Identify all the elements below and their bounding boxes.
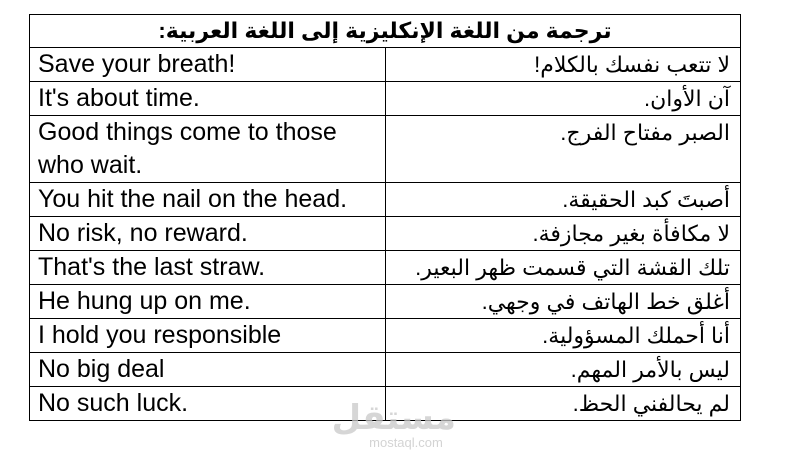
english-phrase: No big deal (30, 353, 386, 387)
watermark-arabic: مستقل (331, 399, 456, 437)
table-row (30, 183, 741, 217)
english-phrase: I hold you responsible (30, 319, 386, 353)
table-title: ترجمة من اللغة الإنكليزية إلى اللغة العربية: (30, 15, 741, 48)
english-phrase: No such luck. (30, 387, 386, 421)
english-phrase: He hung up on me. (30, 285, 386, 319)
english-phrase: That's the last straw. (30, 251, 386, 285)
arabic-translation: أنا أحملك المسؤولية. (385, 319, 741, 353)
english-phrase: Good things come to those who wait. (30, 116, 386, 183)
table-row (30, 82, 741, 116)
arabic-translation: لا مكافأة بغير مجازفة. (385, 217, 741, 251)
english-phrase: It's about time. (30, 82, 386, 116)
arabic-translation: تلك القشة التي قسمت ظهر البعير. (385, 251, 741, 285)
table-row (30, 285, 741, 319)
translation-table (29, 14, 741, 421)
table-row (30, 387, 741, 421)
arabic-translation: آن الأوان. (385, 82, 741, 116)
arabic-translation: لم يحالفني الحظ. (385, 387, 741, 421)
table-row (30, 353, 741, 387)
table-row (30, 116, 741, 183)
arabic-translation: ليس بالأمر المهم. (385, 353, 741, 387)
english-phrase: Save your breath! (30, 48, 386, 82)
table-row (30, 48, 741, 82)
table-row (30, 217, 741, 251)
table-row (30, 251, 741, 285)
table-header-row (30, 15, 741, 48)
table-row (30, 319, 741, 353)
watermark-latin: mostaql.com (369, 435, 443, 450)
arabic-translation: لا تتعب نفسك بالكلام! (385, 48, 741, 82)
arabic-translation: أغلق خط الهاتف في وجهي. (385, 285, 741, 319)
english-phrase: You hit the nail on the head. (30, 183, 386, 217)
arabic-translation: الصبر مفتاح الفرج. (385, 116, 741, 183)
english-phrase: No risk, no reward. (30, 217, 386, 251)
arabic-translation: أصبتَ كبد الحقيقة. (385, 183, 741, 217)
